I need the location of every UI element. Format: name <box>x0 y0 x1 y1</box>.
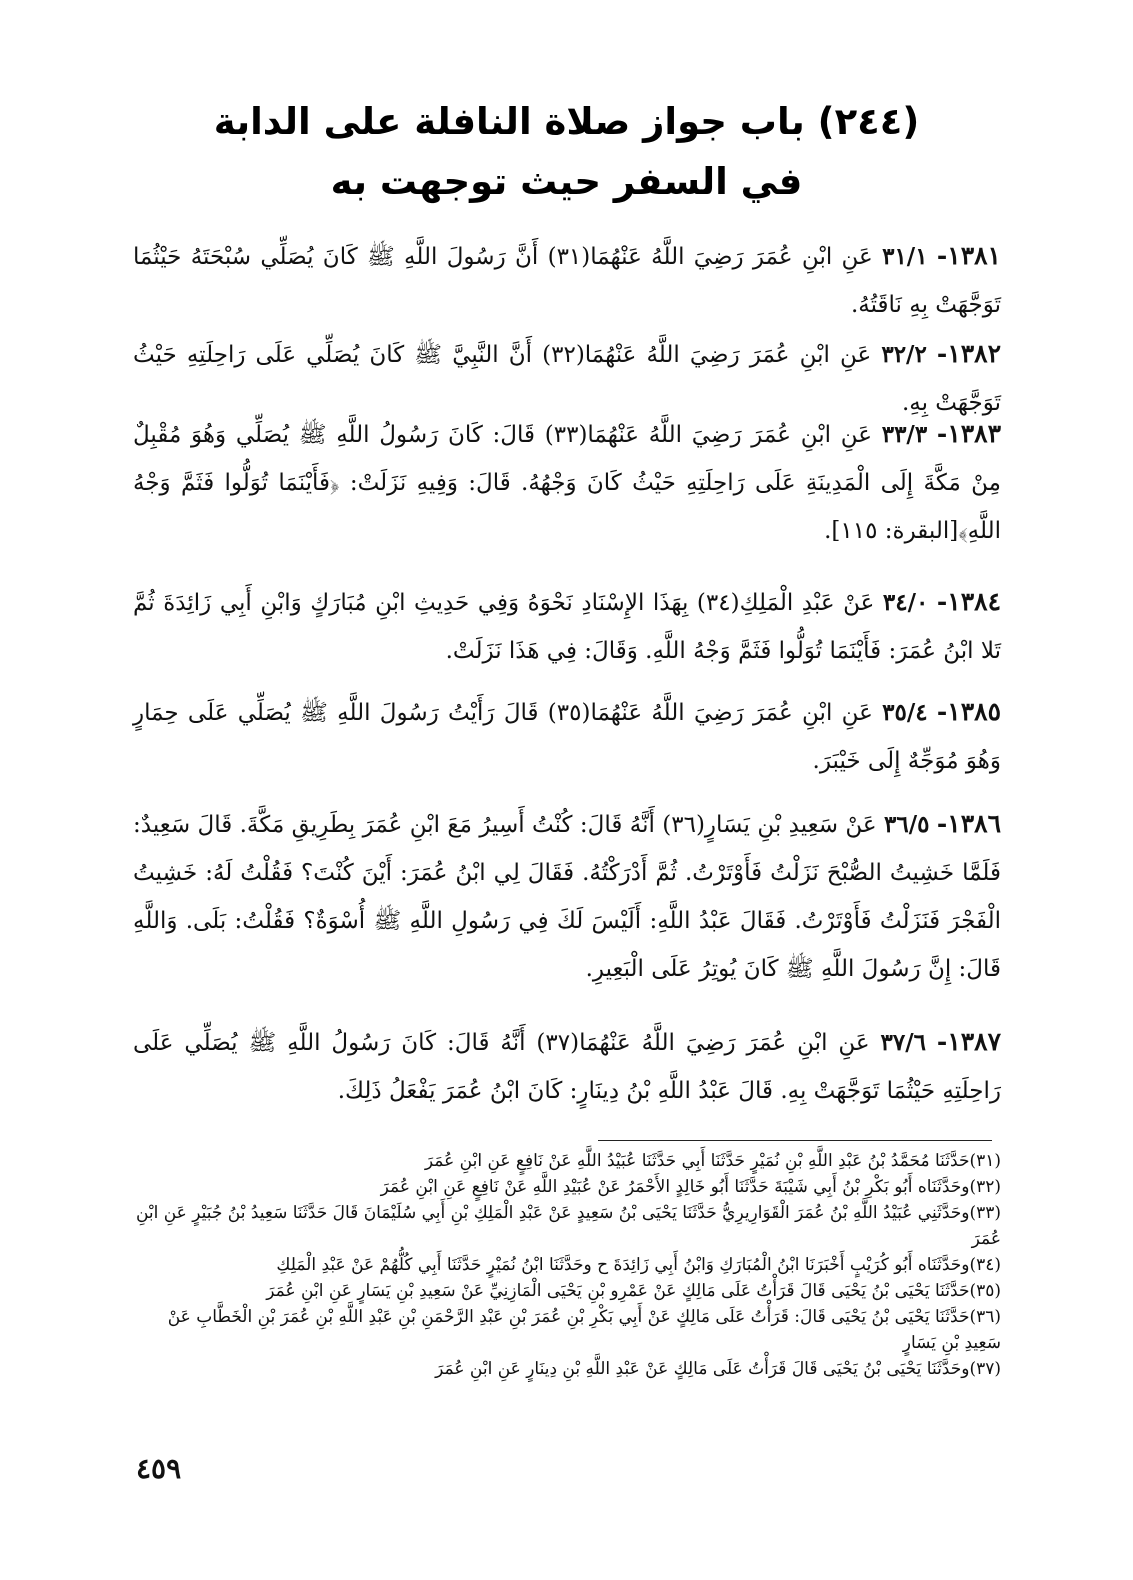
hadith-number: ١٣٨٢- <box>936 339 1002 368</box>
hadith-number: ١٣٨٤- <box>936 587 1001 616</box>
hadith-number: ١٣٨٧- <box>936 1027 1002 1056</box>
hadith-paragraph <box>133 688 1001 785</box>
hadith-paragraph <box>133 232 1001 329</box>
hadith-paragraph <box>133 1018 1001 1115</box>
hadith-text: عَنِ ابْنِ عُمَرَ رَضِيَ اللَّهُ عَنْهُمَا(٣٥) قَالَ رَأَيْتُ رَسُولَ اللَّهِ ﷺ يُصَلِّي عَلَى حِمَارٍ وَهُوَ مُوَجِّهٌ إِلَى خَيْبَرَ. <box>133 700 1001 774</box>
hadith-reference: ٣٥/٤ <box>882 699 928 726</box>
hadith-reference: ٣١/١ <box>882 243 928 270</box>
footnote-separator <box>598 1140 992 1141</box>
footnote: (٣٣)وحَدَّثَنِي عُبَيْدُ اللَّهِ بْنُ عُمَرَ الْقَوَارِيرِيُّ حَدَّثَنَا يَحْيَى بْنُ سَعِيدٍ عَنْ عَبْدِ الْمَلِكِ بْنِ أَبِي سُلَيْمَانَ قَالَ حَدَّثَنَا سَعِيدُ بْنُ جُبَيْرٍ عَنِ ابْنِ عُمَرَ <box>135 1203 1001 1249</box>
footnote: (٣٤)وحَدَّثَنَاه أَبُو كُرَيْبٍ أَخْبَرَنَا ابْنُ الْمُبَارَكِ وَابْنُ أَبِي زَائِدَةَ ح وحَدَّثَنَا ابْنُ نُمَيْرٍ حَدَّثَنَا أَبِي كُلُّهُمْ عَنْ عَبْدِ الْمَلِكِ <box>276 1255 1001 1275</box>
hadith-number: ١٣٨٣- <box>936 419 1002 448</box>
hadith-paragraph <box>133 410 1001 555</box>
footnote: (٣٦)حَدَّثَنَا يَحْيَى بْنُ يَحْيَى قَالَ: قَرَأْتُ عَلَى مَالِكٍ عَنْ أَبِي بَكْرِ بْنِ عُمَرَ بْنِ عَبْدِ الرَّحْمَنِ بْنِ عَبْدِ اللَّهِ بْنِ عُمَرَ بْنِ الْخَطَّابِ عَنْ سَعِيدِ بْنِ يَسَارٍ <box>167 1307 1001 1353</box>
chapter-title: (٢٤٤) باب جواز صلاة النافلة على الدابة <box>213 100 920 143</box>
hadith-number: ١٣٨١- <box>936 241 1001 270</box>
hadith-text: عَنْ عَبْدِ الْمَلِكِ(٣٤) بِهَذَا الإِسْنَادِ نَحْوَهُ وَفِي حَدِيثِ ابْنِ مُبَارَكٍ وَابْنِ أَبِي زَائِدَةَ ثُمَّ تَلا ابْنُ عُمَرَ: فَأَيْنَمَا تُوَلُّوا فَثَمَّ وَجْهُ اللَّهِ. وَقَالَ: فِي هَذَا نَزَلَتْ. <box>133 590 1001 664</box>
hadith-text: عَنْ سَعِيدِ بْنِ يَسَارٍ(٣٦) أَنَّهُ قَالَ: كُنْتُ أَسِيرُ مَعَ ابْنِ عُمَرَ بِطَرِيقِ مَكَّةَ. قَالَ سَعِيدٌ: فَلَمَّا خَشِيتُ الصُّبْحَ نَزَلْتُ فَأَوْتَرْتُ. ثُمَّ أَدْرَكْتُهُ. فَقَالَ لِي ابْنُ عُمَرَ: أَيْنَ كُنْتَ؟ فَقُلْتُ لَهُ: خَشِيتُ الْفَجْرَ فَنَزَلْتُ فَأَوْتَرْتُ. فَقَالَ عَبْدُ اللَّهِ: أَلَيْسَ لَكَ فِي رَسُولِ اللَّهِ ﷺ أُسْوَةٌ؟ فَقُلْتُ: بَلَى. وَاللَّهِ قَالَ: إِنَّ رَسُولَ اللَّهِ ﷺ كَانَ يُوتِرُ عَلَى الْبَعِيرِ. <box>133 812 1001 982</box>
hadith-number: ١٣٨٦- <box>936 809 1001 838</box>
footnote: (٣٥)حَدَّثَنَا يَحْيَى بْنُ يَحْيَى قَالَ قَرَأْتُ عَلَى مَالِكٍ عَنْ عَمْرِو بْنِ يَحْيَى الْمَازِنِيِّ عَنْ سَعِيدِ بْنِ يَسَارٍ عَنِ ابْنِ عُمَرَ <box>266 1281 1001 1301</box>
hadith-text: عَنِ ابْنِ عُمَرَ رَضِيَ اللَّهُ عَنْهُمَا(٣١) أَنَّ رَسُولَ اللَّهِ ﷺ كَانَ يُصَلِّي سُبْحَتَهُ حَيْثُمَا تَوَجَّهَتْ بِهِ نَاقَتُهُ. <box>133 244 1001 318</box>
footnote: (٣٢)وحَدَّثَنَاه أَبُو بَكْرِ بْنُ أَبِي شَيْبَةَ حَدَّثَنَا أَبُو خَالِدٍ الأَحْمَرُ عَنْ عُبَيْدِ اللَّهِ عَنْ نَافِعٍ عَنِ ابْنِ عُمَرَ <box>380 1177 1001 1197</box>
footnote: (٣٧)وحَدَّثَنَا يَحْيَى بْنُ يَحْيَى قَالَ قَرَأْتُ عَلَى مَالِكٍ عَنْ عَبْدِ اللَّهِ بْنِ دِينَارٍ عَنِ ابْنِ عُمَرَ <box>435 1359 1001 1379</box>
hadith-text: عَنِ ابْنِ عُمَرَ رَضِيَ اللَّهُ عَنْهُمَا(٣٣) قَالَ: كَانَ رَسُولُ اللَّهِ ﷺ يُصَلِّي وَهُوَ مُقْبِلٌ مِنْ مَكَّةَ إِلَى الْمَدِينَةِ عَلَى رَاحِلَتِهِ حَيْثُ كَانَ وَجْهُهُ. قَالَ: وَفِيهِ نَزَلَتْ: ﴿فَأَيْنَمَا تُوَلُّوا فَثَمَّ وَجْهُ اللَّهِ﴾[البقرة: ١١٥]. <box>133 422 1001 544</box>
footnote: (٣١)حَدَّثَنَا مُحَمَّدُ بْنُ عَبْدِ اللَّهِ بْنِ نُمَيْرٍ حَدَّثَنَا أَبِي حَدَّثَنَا عُبَيْدُ اللَّهِ عَنْ نَافِعٍ عَنِ ابْنِ عُمَرَ <box>424 1151 1001 1171</box>
hadith-paragraph <box>133 578 1001 675</box>
hadith-reference: ٣٢/٢ <box>881 341 927 368</box>
footnotes <box>133 1148 1001 1382</box>
hadith-paragraph <box>133 800 1001 993</box>
hadith-reference: ٣٤/٠ <box>882 589 929 616</box>
page-number: ٤٥٩ <box>136 1452 182 1485</box>
hadith-number: ١٣٨٥- <box>936 697 1001 726</box>
hadith-reference: ٣٦/٥ <box>884 811 930 838</box>
chapter-subtitle: في السفر حيث توجهت به <box>330 160 803 203</box>
hadith-text: عَنِ ابْنِ عُمَرَ رَضِيَ اللَّهُ عَنْهُمَا(٣٢) أَنَّ النَّبِيَّ ﷺ كَانَ يُصَلِّي عَلَى رَاحِلَتِهِ حَيْثُ تَوَجَّهَتْ بِهِ. <box>133 342 1001 416</box>
hadith-reference: ٣٣/٣ <box>881 421 928 448</box>
hadith-reference: ٣٧/٦ <box>880 1029 926 1056</box>
hadith-text: عَنِ ابْنِ عُمَرَ رَضِيَ اللَّهُ عَنْهُمَا(٣٧) أَنَّهُ قَالَ: كَانَ رَسُولُ اللَّهِ ﷺ يُصَلِّي عَلَى رَاحِلَتِهِ حَيْثُمَا تَوَجَّهَتْ بِهِ. قَالَ عَبْدُ اللَّهِ بْنُ دِينَارٍ: كَانَ ابْنُ عُمَرَ يَفْعَلُ ذَلِكَ. <box>133 1030 1001 1104</box>
